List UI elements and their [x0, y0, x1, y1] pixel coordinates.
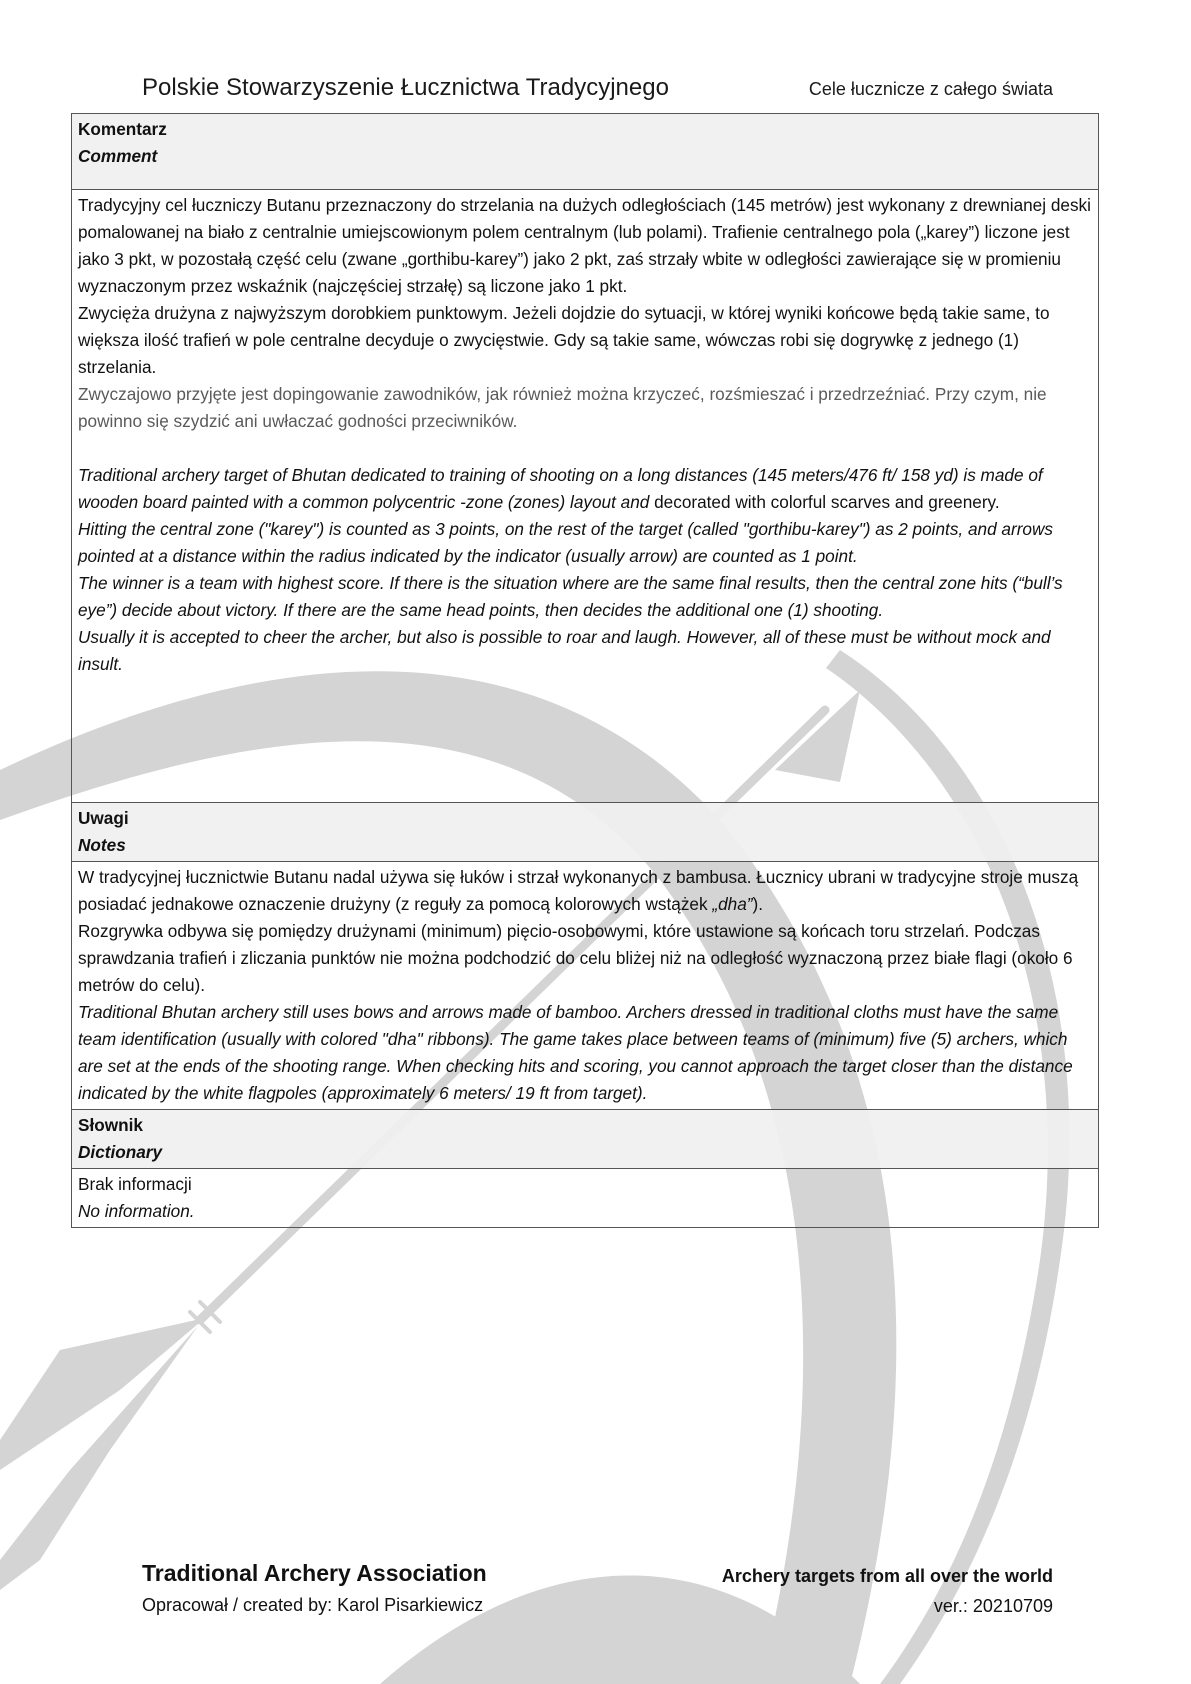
comment-heading-cell: [72, 114, 1099, 190]
comment-heading-en: Comment: [78, 146, 158, 166]
dictionary-body-row: [72, 1169, 1099, 1228]
comment-pl-paragraph-3: Zwyczajowo przyjęte jest dopingowanie zawodników, jak również można krzyczeć, rozśmieszać i przedrzeźniać. Przy czym, nie powinno się szydzić ani uwłaczać godności przeciwników.: [78, 384, 1047, 431]
comment-body-cell: [72, 190, 1099, 803]
notes-en-paragraph-1: Traditional Bhutan archery still uses bows and arrows made of bamboo. Archers dressed in traditional cloths must have the same team identification (usually with colored "dha" ribbons). The game takes place between teams of (minimum) five (5) archers, which are set at the ends of the shooting range. When checking hits and scoring, you cannot approach the target closer than the distance indicated by the white flagpoles (approximately 6 meters/ 19 ft from target).: [78, 1002, 1073, 1103]
notes-pl-paragraph-1-c: ).: [752, 894, 763, 914]
comment-pl-paragraph-1: Tradycyjny cel łuczniczy Butanu przeznaczony do strzelania na dużych odległościach (145 metrów) jest wykonany z drewnianej deski pomalowanej na biało z centralnie umiejscowionym polem centralnym (lub polami). Trafienie centralnego pola („karey”) liczone jest jako 3 pkt, w pozostałą część celu (zwane „gorthibu-karey”) jako 2 pkt, zaś strzały wbite w odległości zawierające się w promieniu wyznaczonym przez wskaźnik (najczęściej strzałę) są liczone jako 1 pkt.: [78, 195, 1091, 296]
footer-version: ver.: 20210709: [933, 1596, 1053, 1616]
comment-en-paragraph-4: Usually it is accepted to cheer the archer, but also is possible to roar and laugh. However, all of these must be without mock and insult.: [78, 627, 1051, 674]
comment-en-paragraph-1-italic: Traditional archery target of Bhutan dedicated to training of shooting on a long distances (145 meters/476 ft/ 158 yd) is made of wooden board painted with a common polycentric -zone (zones) layout and: [78, 465, 1043, 512]
notes-heading-pl: Uwagi: [78, 808, 129, 828]
notes-heading-row: [72, 803, 1099, 862]
paragraph-spacer: [78, 435, 1092, 462]
dictionary-heading-row: [72, 1110, 1099, 1169]
dictionary-heading-en: Dictionary: [78, 1142, 163, 1162]
comment-body-row: [72, 190, 1099, 803]
comment-en-paragraph-2: Hitting the central zone ("karey") is counted as 3 points, on the rest of the target (called "gorthibu-karey") as 2 points, and arrows pointed at a distance within the radius indicated by the indicator (usually arrow) are counted as 1 point.: [78, 519, 1053, 566]
dictionary-heading-pl: Słownik: [78, 1115, 143, 1135]
dictionary-body-pl: Brak informacji: [78, 1174, 192, 1194]
footer-title: Traditional Archery Association: [142, 1560, 487, 1586]
notes-pl-paragraph-1-a: W tradycyjnej łucznictwie Butanu nadal używa się łuków i strzał wykonanych z bambusa. Łucznicy ubrani w tradycyjne stroje muszą posiadać jednakowe oznaczenie drużyny (z reguły za pomocą kolorowych wstążek: [78, 867, 1079, 914]
comment-heading-row: [72, 114, 1099, 190]
dictionary-heading-cell: [72, 1110, 1099, 1169]
dictionary-body-en: No information.: [78, 1201, 195, 1221]
notes-body-cell: [72, 862, 1099, 1110]
dictionary-body-cell: [72, 1169, 1099, 1228]
footer-credit: Opracował / created by: Karol Pisarkiewicz: [142, 1595, 484, 1615]
header-title: Polskie Stowarzyszenie Łucznictwa Tradycyjnego: [142, 74, 669, 101]
comment-en-paragraph-1: [78, 462, 1092, 516]
notes-body-row: [72, 862, 1099, 1110]
notes-heading-cell: [72, 803, 1099, 862]
notes-heading-en: Notes: [78, 835, 126, 855]
header-subtitle: Cele łucznicze z całego świata: [808, 79, 1053, 99]
notes-pl-paragraph-2: Rozgrywka odbywa się pomiędzy drużynami (minimum) pięcio-osobowymi, które ustawione są końcach toru strzelań. Podczas sprawdzania trafień i zliczania punktów nie można podchodzić do celu bliżej niż na odległość wyznaczoną przez białe flagi (około 6 metrów do celu).: [78, 921, 1073, 995]
comment-en-paragraph-1-normal: decorated with colorful scarves and greenery.: [654, 492, 1000, 512]
comment-en-paragraph-3: The winner is a team with highest score. If there is the situation where are the same final results, then the central zone hits (“bull’s eye”) decide about victory. If there are the same head points, then decides the additional one (1) shooting.: [78, 573, 1063, 620]
info-table: [71, 113, 1099, 1228]
notes-pl-paragraph-1-dha: „dha”: [712, 894, 753, 914]
comment-pl-paragraph-2: Zwycięża drużyna z najwyższym dorobkiem punktowym. Jeżeli dojdzie do sytuacji, w której wyniki końcowe będą takie same, to większa ilość trafień w pole centralne decyduje o zwycięstwie. Gdy są takie same, wówczas robi się dogrywkę z jednego (1) strzelania.: [78, 303, 1050, 377]
comment-heading-pl: Komentarz: [78, 119, 167, 139]
footer-right-title: Archery targets from all over the world: [721, 1566, 1053, 1586]
notes-pl-paragraph-1: [78, 864, 1092, 918]
